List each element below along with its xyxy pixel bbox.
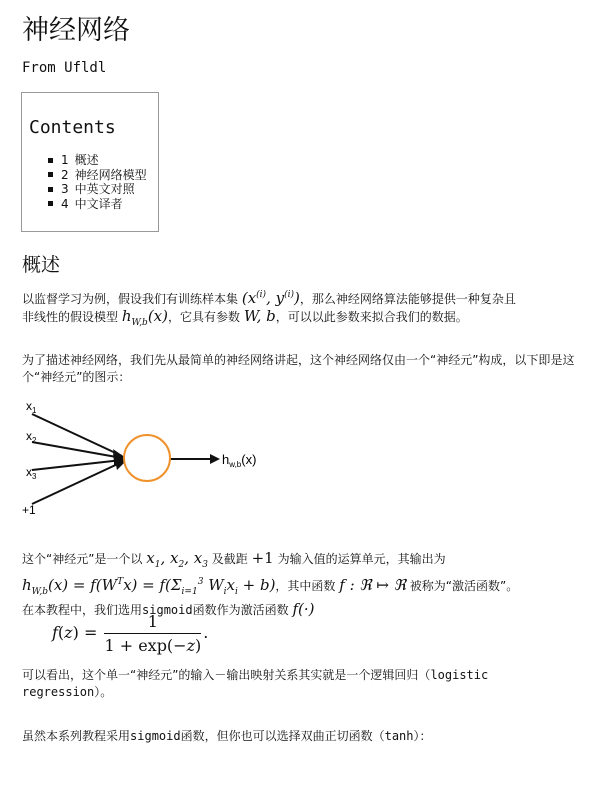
math-training-set: ($x^{(i)}$, $y^{(i)}$): [241, 289, 300, 307]
math-hypothesis: $h_{W,b}(x)$: [121, 307, 168, 328]
paragraph-intro: 以监督学习为例，假设我们有训练样本集 ($x^{(i)}$, $y^{(i)}$)，那么神经网络算法能够提供一种复杂且 非线性的假设模型 $h_{W,b}(x)$，它具有参数 W, b，可以以此参数来拟合我们的数据。: [22, 289, 516, 328]
sigmoid-formula: f(z) = $\frac{1}{1 + \exp(-z)}$ .: [52, 612, 209, 655]
neuron-diagram: [18, 396, 278, 522]
bullet-icon: [48, 201, 53, 206]
paragraph-neuron-function: 这个“神经元”是一个以 $x_1$, $x_2$, $x_3$ 及截距 +1 为输入值的运算单元，其输出为 $h_{W,b}(x) = f(W^Tx) = f(\Sigma_{i=1}^3$ $W_ix_i + b$)，其中函数 f : ℜ ↦ ℜ 被称为“激活函数”。 在本教程中，我们选用sigmoid函数作为激活函数 f(·): [22, 549, 519, 618]
math-f-dot: f(·): [292, 600, 315, 618]
toc-item-label[interactable]: 中英文对照: [74, 182, 135, 196]
toc-item-number: 2: [61, 167, 69, 182]
bullet-icon: [48, 158, 53, 163]
paragraph-tanh: 虽然本系列教程采用sigmoid函数，但你也可以选择双曲正切函数（tanh）：: [22, 729, 432, 743]
toc-item[interactable]: [48, 197, 147, 212]
input-x1: $x_1$: [26, 399, 37, 415]
toc-item[interactable]: [48, 182, 147, 197]
output-label: $h_{w,b}(x)$: [222, 452, 257, 469]
math-bias: +1: [251, 549, 274, 567]
paragraph-logistic: 可以看出，这个单一“神经元”的输入－输出映射关系其实就是一个逻辑回归（logistic regression）。: [22, 668, 489, 699]
math-inputs: $x_1$, $x_2$, $x_3$: [146, 549, 208, 570]
math-output-eq: $h_{W,b}(x) = f(W^Tx) = f(\Sigma_{i=1}^3$ $W_ix_i + b$): [22, 576, 276, 597]
bullet-icon: [48, 187, 53, 192]
toc-item-label[interactable]: 神经网络模型: [74, 167, 147, 182]
section-heading: 概述: [22, 254, 61, 276]
toc-item-number: 4: [61, 196, 69, 211]
table-of-contents: [21, 92, 159, 232]
toc-item-label[interactable]: 概述: [74, 153, 99, 167]
input-bias: +1: [22, 503, 36, 517]
input-x2: $x_2$: [26, 429, 37, 445]
toc-item-number: 1: [61, 153, 69, 167]
bullet-icon: [48, 172, 53, 177]
source-line: From Ufldl: [22, 60, 107, 76]
toc-item-number: 3: [61, 182, 69, 196]
toc-item[interactable]: [48, 153, 147, 168]
page-title: 神经网络: [22, 15, 130, 46]
paragraph-neuron-desc: 为了描述神经网络，我们先从最简单的神经网络讲起，这个神经网络仅由一个“神经元”构成，以下即是这个“神经元”的图示：: [22, 353, 575, 384]
math-params: W, b: [243, 307, 276, 325]
toc-list: [48, 153, 147, 211]
neuron-node: [124, 435, 170, 481]
input-x3: $x_3$: [26, 465, 37, 481]
toc-item[interactable]: [48, 168, 147, 183]
toc-item-label[interactable]: 中文译者: [74, 196, 123, 211]
toc-title: Contents: [29, 117, 116, 138]
math-map: f : ℜ ↦ ℜ: [339, 576, 406, 594]
